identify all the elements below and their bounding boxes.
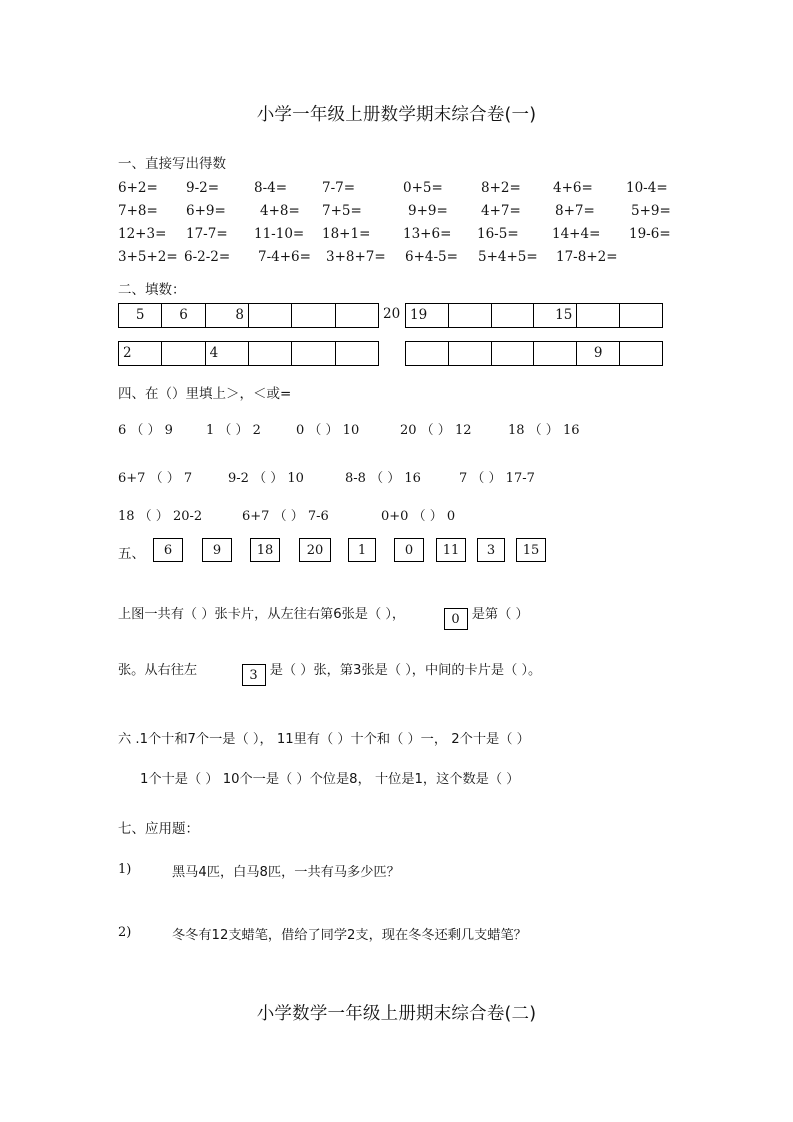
table-row [406,342,663,366]
table-cell[interactable]: 15 [534,304,577,328]
calc-item: 9-2= [186,180,220,196]
calc-item: 8+2= [481,180,521,196]
table-cell[interactable] [248,304,291,328]
calc-item: 3+5+2= [118,249,178,265]
card-box[interactable]: 11 [436,538,466,562]
compare-item: 6+7 （ ） 7-6 [242,509,329,524]
table-cell[interactable]: 8 [205,304,248,328]
calc-item: 0+5= [403,180,443,196]
calc-item: 7-7= [322,180,356,196]
table-cell[interactable] [620,304,663,328]
fill-number-table-right [405,303,663,328]
compare-item: 0 （ ） 10 [296,423,360,438]
card-box[interactable]: 9 [202,538,232,562]
table-cell[interactable]: 6 [162,304,205,328]
calc-row-2 [118,203,688,223]
card-question-line-1 [118,603,529,630]
calc-item: 16-5= [477,226,519,242]
card-question-text-d: 是（ ）张，第3张是（ ），中间的卡片是（ ）。 [269,663,542,678]
calc-item: 4+7= [481,203,521,219]
calc-item: 19-6= [629,226,671,242]
table-row [119,342,379,366]
compare-item: 18 （ ） 20-2 [118,509,203,524]
inline-answer-box-three[interactable]: 3 [242,664,266,686]
section-heading-two: 二、填数： [118,282,186,298]
table-cell[interactable] [292,304,335,328]
inline-answer-box-zero[interactable]: 0 [444,608,468,630]
calc-item: 9+9= [408,203,448,219]
compare-item: 18 （ ） 16 [508,423,580,438]
card-question-text-a: 上图一共有（ ）张卡片，从左往右第6张是（ ）， [118,607,406,622]
table-cell[interactable]: 5 [119,304,162,328]
calc-item: 6+9= [186,203,226,219]
table-cell[interactable] [335,304,378,328]
calc-item: 7+5= [322,203,362,219]
compare-item: 6+7 （ ） 7 [118,471,193,486]
table-cell[interactable]: 9 [577,342,620,366]
card-box[interactable]: 18 [250,538,280,562]
calc-row-3 [118,226,688,246]
calc-item: 18+1= [322,226,371,242]
table-cell[interactable] [577,304,620,328]
compare-row-1 [118,419,688,439]
card-box[interactable]: 0 [394,538,424,562]
calc-item: 14+4= [552,226,601,242]
card-box[interactable]: 1 [348,538,376,562]
section-six-line-1: 六 .1个十和7个一是（ ）， 11里有（ ）十个和（ ）一， 2个十是（ ） [118,732,530,747]
application-problem-index-2: 2) [118,925,132,940]
calc-item: 7+8= [118,203,158,219]
section-label-five: 五、 [118,546,145,562]
calc-item: 17-8+2= [556,249,618,265]
card-question-line-2 [118,659,541,686]
table-row [119,304,379,328]
calc-item: 11-10= [254,226,305,242]
calc-item: 10-4= [626,180,668,196]
fill-number-table-left [118,303,379,328]
page-title-sheet-one: 小学一年级上册数学期末综合卷(一) [256,105,537,125]
compare-item: 7 （ ） 17-7 [459,471,535,486]
table-cell[interactable] [162,342,205,366]
table-cell[interactable] [292,342,335,366]
table-cell[interactable]: 4 [205,342,248,366]
calc-item: 12+3= [118,226,167,242]
calc-item: 6+2= [118,180,158,196]
application-problem-index-1: 1) [118,862,132,877]
compare-item: 0+0 （ ） 0 [381,509,456,524]
table-cell[interactable] [448,304,491,328]
calc-item: 5+4+5= [478,249,538,265]
calc-item: 4+8= [260,203,300,219]
table-cell[interactable] [491,342,534,366]
calc-item: 8+7= [555,203,595,219]
table-cell[interactable] [491,304,534,328]
calc-item: 3+8+7= [326,249,386,265]
card-box[interactable]: 6 [153,538,183,562]
table-cell[interactable] [335,342,378,366]
fill-number-table-right-second-row [405,341,663,366]
compare-item: 6 （ ） 9 [118,423,173,438]
section-heading-seven: 七、应用题： [118,821,199,837]
card-question-text-c: 张。从右往左 [118,663,198,678]
page-title-sheet-two: 小学数学一年级上册期末综合卷(二) [256,1004,537,1024]
application-problem-text-1: 黑马4匹，白马8匹，一共有马多少匹？ [172,865,400,880]
calc-row-4 [118,249,688,269]
calc-item: 4+6= [553,180,593,196]
table-cell[interactable] [620,342,663,366]
compare-row-3 [118,505,688,525]
fill-number-table-left-second-row [118,341,379,366]
application-problem-text-2: 冬冬有12支蜡笔，借给了同学2支，现在冬冬还剩几支蜡笔？ [172,928,527,943]
table-cell[interactable] [248,342,291,366]
table-cell[interactable] [448,342,491,366]
calc-item: 17-7= [186,226,228,242]
compare-item: 9-2 （ ） 10 [228,471,304,486]
card-question-text-b: 是第（ ） [471,607,529,622]
table-row [406,304,663,328]
table-cell[interactable] [534,342,577,366]
section-six-line-2: 1个十是（ ） 10个一是（ ）个位是8， 十位是1，这个数是（ ） [140,772,520,787]
compare-row-2 [118,467,688,487]
calc-item: 7-4+6= [258,249,311,265]
compare-item: 1 （ ） 2 [206,423,261,438]
compare-item: 8-8 （ ） 16 [345,471,421,486]
section-heading-one: 一、直接写出得数 [118,156,226,172]
calc-item: 13+6= [403,226,452,242]
table-cell[interactable]: 2 [119,342,162,366]
fill-number-tail-left: 20 [383,306,401,322]
calc-item: 6-2-2= [184,249,231,265]
table-cell[interactable] [406,342,449,366]
card-box[interactable]: 3 [477,538,505,562]
calc-item: 6+4-5= [405,249,458,265]
calc-item: 5+9= [631,203,671,219]
calc-item: 8-4= [254,180,288,196]
card-box[interactable]: 20 [299,538,331,562]
card-box[interactable]: 15 [516,538,546,562]
calc-row-1 [118,180,688,200]
compare-item: 20 （ ） 12 [400,423,472,438]
table-cell[interactable]: 19 [406,304,449,328]
section-heading-four: 四、在（）里填上＞，＜或= [118,386,292,402]
